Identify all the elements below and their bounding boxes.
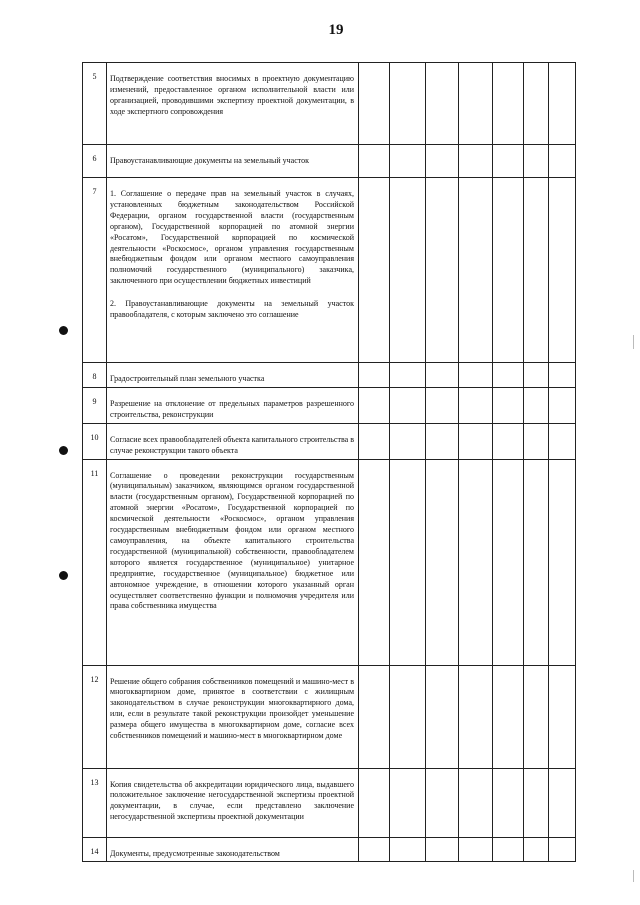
paragraph: Согласие всех правообладателей объекта капитального строительства в случае реконструкции такого объекта xyxy=(110,434,354,455)
paragraph: Разрешение на отклонение от предельных параметров разрешенного строительства, реконструкции xyxy=(110,398,354,419)
empty-cell xyxy=(426,63,459,145)
empty-cell xyxy=(359,145,390,178)
paragraph: 2. Правоустанавливающие документы на земельный участок правообладателя, с которым заключено это соглашение xyxy=(110,299,354,320)
paragraph: Копия свидетельства об аккредитации юридического лица, выдавшего положительное заключение негосударственной экспертизы проектной документации, в случае, если представлено заключение негосударственной экспертизы проектной документации xyxy=(110,779,354,822)
empty-cell xyxy=(390,837,426,862)
empty-cell xyxy=(390,665,426,768)
page-number: 19 xyxy=(328,22,344,38)
empty-cell xyxy=(459,423,493,459)
table-row xyxy=(83,837,576,862)
empty-cell xyxy=(459,387,493,423)
empty-cell xyxy=(426,768,459,837)
empty-cell xyxy=(493,459,524,665)
row-number: 7 xyxy=(83,178,107,363)
row-description xyxy=(107,423,359,459)
empty-cell xyxy=(524,63,549,145)
empty-cell xyxy=(549,63,576,145)
empty-cell xyxy=(524,768,549,837)
empty-cell xyxy=(390,178,426,363)
empty-cell xyxy=(549,837,576,862)
scan-edge-mark xyxy=(633,870,634,882)
table-row xyxy=(83,387,576,423)
table-row xyxy=(83,459,576,665)
empty-cell xyxy=(390,459,426,665)
row-description xyxy=(107,363,359,388)
row-number: 14 xyxy=(83,837,107,862)
empty-cell xyxy=(426,665,459,768)
empty-cell xyxy=(426,363,459,388)
row-description xyxy=(107,837,359,862)
empty-cell xyxy=(493,665,524,768)
empty-cell xyxy=(549,145,576,178)
paragraph: 1. Соглашение о передаче прав на земельный участок в случаях, установленных бюджетным законодательством Российской Федерации, органом государственной власти (государственным органом), Государственной корпорацией по атомной энергии «Росатом», Государственной корпорацией по космической деятельности «Роскосмос», органом управления государственным внебюджетным фондом или органом местного самоуправления полномочий государственного (муниципального) заказчика, заключенного при осуществлении бюджетных инвестиций xyxy=(110,189,354,286)
empty-cell xyxy=(549,178,576,363)
empty-cell xyxy=(493,63,524,145)
empty-cell xyxy=(524,178,549,363)
empty-cell xyxy=(524,423,549,459)
row-description xyxy=(107,387,359,423)
binder-hole-mark xyxy=(59,326,68,335)
empty-cell xyxy=(459,145,493,178)
empty-cell xyxy=(459,63,493,145)
row-description xyxy=(107,459,359,665)
empty-cell xyxy=(493,837,524,862)
table-row xyxy=(83,63,576,145)
empty-cell xyxy=(459,665,493,768)
empty-cell xyxy=(524,145,549,178)
empty-cell xyxy=(426,387,459,423)
empty-cell xyxy=(549,387,576,423)
empty-cell xyxy=(524,837,549,862)
empty-cell xyxy=(426,145,459,178)
empty-cell xyxy=(524,665,549,768)
empty-cell xyxy=(459,837,493,862)
empty-cell xyxy=(426,837,459,862)
empty-cell xyxy=(359,363,390,388)
paragraph: Документы, предусмотренные законодательством xyxy=(110,848,280,858)
empty-cell xyxy=(390,423,426,459)
empty-cell xyxy=(459,768,493,837)
empty-cell xyxy=(390,768,426,837)
empty-cell xyxy=(359,768,390,837)
empty-cell xyxy=(359,665,390,768)
empty-cell xyxy=(549,459,576,665)
empty-cell xyxy=(390,145,426,178)
row-number: 5 xyxy=(83,63,107,145)
empty-cell xyxy=(549,423,576,459)
row-description xyxy=(107,145,359,178)
table-row xyxy=(83,363,576,388)
document-table xyxy=(82,62,576,862)
empty-cell xyxy=(459,363,493,388)
empty-cell xyxy=(493,178,524,363)
empty-cell xyxy=(359,178,390,363)
paragraph: Подтверждение соответствия вносимых в проектную документацию изменений, предоставленное органом исполнительной власти или организацией, проводившими экспертизу проектной документации, в ходе экспертного сопровождения xyxy=(110,74,354,116)
row-number: 11 xyxy=(83,459,107,665)
row-number: 13 xyxy=(83,768,107,837)
empty-cell xyxy=(524,363,549,388)
table-row xyxy=(83,423,576,459)
paragraph: Правоустанавливающие документы на земельный участок xyxy=(110,156,310,165)
empty-cell xyxy=(549,768,576,837)
table-row xyxy=(83,768,576,837)
row-number: 6 xyxy=(83,145,107,178)
row-description xyxy=(107,768,359,837)
empty-cell xyxy=(493,363,524,388)
empty-cell xyxy=(390,63,426,145)
empty-cell xyxy=(359,387,390,423)
table-row xyxy=(83,145,576,178)
empty-cell xyxy=(426,459,459,665)
row-number: 8 xyxy=(83,363,107,388)
empty-cell xyxy=(459,459,493,665)
empty-cell xyxy=(493,423,524,459)
binder-hole-mark xyxy=(59,446,68,455)
empty-cell xyxy=(524,387,549,423)
empty-cell xyxy=(390,387,426,423)
empty-cell xyxy=(493,768,524,837)
empty-cell xyxy=(549,363,576,388)
empty-cell xyxy=(493,387,524,423)
empty-cell xyxy=(524,459,549,665)
table-row xyxy=(83,178,576,363)
row-number: 9 xyxy=(83,387,107,423)
empty-cell xyxy=(459,178,493,363)
table-row xyxy=(83,665,576,768)
paragraph: Решение общего собрания собственников помещений и машино-мест в многоквартирном доме, принятое в соответствии с жилищным законодательством в случае реконструкции многоквартирного дома, или, если в результате такой реконструкции произойдет уменьшение размера общего имущества в многоквартирном доме, согласие всех собственников помещений и машино-мест в многоквартирном доме xyxy=(110,676,354,741)
empty-cell xyxy=(549,665,576,768)
row-number: 12 xyxy=(83,665,107,768)
paragraph: Соглашение о проведении реконструкции государственным (муниципальным) заказчиком, являющимся органом государственной власти (государственным органом), Государственной корпорацией по атомной энергии «Росатом», Государственной корпорацией по космической деятельности «Роскосмос», органом управления государственным внебюджетным фондом или органом местного самоуправления, на объекте капитального строительства государственной (муниципальной) собственности, правообладателем которого является государственное (муниципальное) унитарное предприятие, государственное (муниципальное) бюджетное или автономное учреждение, в отношении которого указанный орган осуществляет соответственно функции и полномочия учредителя или права собственника имущества xyxy=(110,470,354,611)
empty-cell xyxy=(426,178,459,363)
binder-hole-mark xyxy=(59,571,68,580)
scan-edge-mark xyxy=(633,335,634,349)
empty-cell xyxy=(390,363,426,388)
row-description xyxy=(107,665,359,768)
empty-cell xyxy=(359,63,390,145)
empty-cell xyxy=(493,145,524,178)
table-body xyxy=(83,63,576,862)
row-description xyxy=(107,63,359,145)
empty-cell xyxy=(359,459,390,665)
row-number: 10 xyxy=(83,423,107,459)
empty-cell xyxy=(359,423,390,459)
empty-cell xyxy=(426,423,459,459)
row-description xyxy=(107,178,359,363)
empty-cell xyxy=(359,837,390,862)
paragraph: Градостроительный план земельного участка xyxy=(110,374,265,383)
